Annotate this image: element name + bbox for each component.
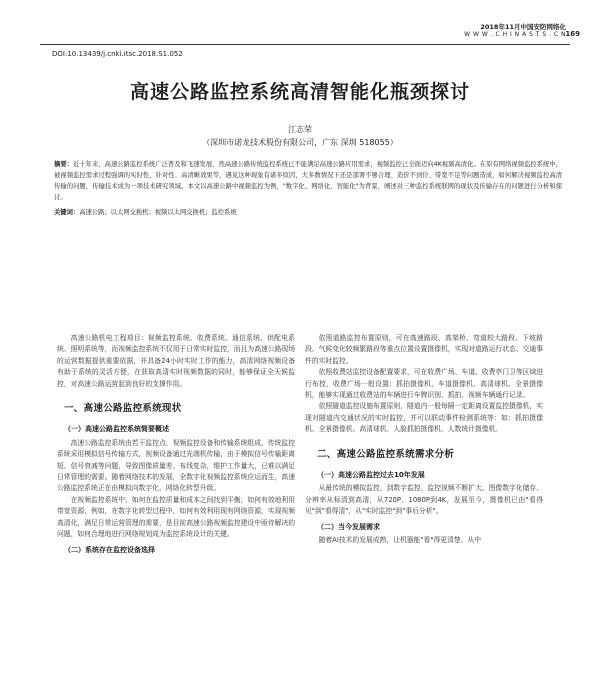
page-number: 169 — [565, 30, 580, 38]
journal-website: W W W . C H I N A S T S . C N — [464, 31, 566, 38]
section-heading: 一、高速公路监控系统现状 — [64, 403, 182, 415]
left-column — [57, 333, 295, 558]
author-name: 江志荣 — [288, 125, 312, 134]
body-paragraph: 高速公路监控系统由若干监控点、视频监控设备和传输系统组成，传统监控系统采用模拟信号传输方式，视频设备通过光端机传输，由于模拟信号传输距离短、信号衰减等问题，导致图像质量差、布线复杂，维护工作量大，已难以满足日常管理的需要。随着网络技术的发展，全数字化视频监控系统应运而生，高速公路监控系统正在由模拟向数字化、网络化转型升级。 — [57, 438, 295, 493]
header-divider — [40, 44, 570, 45]
author-affiliation: （深圳市诺龙技术股份有限公司，广东 深圳 518055） — [202, 138, 398, 147]
section-heading: 二、高速公路监控系统需求分析 — [317, 448, 455, 460]
paper-title: 高速公路监控系统高清智能化瓶颈探讨 — [129, 81, 470, 103]
running-header — [464, 24, 566, 38]
keywords — [54, 208, 562, 218]
abstract-label: 摘要： — [54, 161, 73, 168]
body-paragraph: 依照隧道监控设施布置原则，隧道内一般每隔一定距离设置监控摄像机，实现对隧道内交通状况的实时监控，并可以联动事件检测系统等：如：抓拍摄像机、全景摄像机、高清球机、人脸抓拍摄像机、人数统计摄像机。 — [305, 402, 543, 434]
subsection-heading: （二）系统存在监控设备选择 — [64, 545, 155, 554]
body-paragraph: 依照道路监控布置原则，可在高速路段、高架桥、弯道较大路段、下坡路段、气候变化较频繁路段等重点位置设置摄像机，实现对道路运行状态、交通事件的实时监控。 — [305, 334, 543, 365]
body-paragraph: 随着AI技术的发展成熟，让机器能"看"得更清楚、从中 — [318, 536, 482, 545]
body-paragraph: 从最传统的模拟监控，到数字监控、监控视频不断扩大、图像数字化储存、分辨率从标清到高清，从720P、1080P到4K，发展至今，摄像机已由"看得见"到"看得清"，从"实时监控"到"事后分析"。 — [305, 484, 543, 516]
abstract — [54, 159, 562, 203]
subsection-heading: （一）高速公路监控系统简要概述 — [64, 425, 169, 434]
subsection-heading: （一）高速公路监控过去10年发展 — [317, 471, 425, 480]
intro-paragraph: 高速公路机电工程项目：视频监控系统、收费系统、通信系统、供配电系统、照明系统等，而视频监控系统不仅用于日常实时监控，而且为高速公路现场的运营数据提供重要依据，并具备24小时实时工作的能力，高清网络视频设备有助于系统的灵活方便，在获取高清实时视频数据的同时，能够保证全天候监控，对高速公路运营起到良好的支撑作用。 — [57, 334, 295, 388]
body-paragraph: 依照收费站监控设备配置要求，可在收费广场、车道、收费亭门卫等区域进行布控，收费广场一般设置：抓拍摄像机、车道摄像机、高清球机、全景摄像机，能够实现通过收费站的车辆进行车牌识别、抓拍、视频车辆通行记录。 — [305, 368, 543, 400]
abstract-text: 近十年来，高速公路监控系统广泛普及和飞速发展，然高速公路传统监控系统已不能满足高速公路应用需求，视频监控已全面迈向4K视频高清化。在原有网络视频监控系统中，被视频监控需求过程强调的实时性、针对性、高清晰效果等，遇见这种现象有诸多原因，大多数情况下还是部署不够合理、造价不到位、带宽不足等问题造成，如何解决视频监控高清传输的问题，传输技术成为一项技术研究领域。本文以高速公路中视频监控为例，"数字化、网络化、智能化"为背景，阐述对三种监控系统联网的现状及传输存在的问题进行分析和探讨。 — [54, 161, 562, 201]
subsection-heading: （二）当今发展需求 — [317, 522, 380, 531]
doi: DOI:10.13439/j.cnki.itsc.2018.S1.052 — [52, 50, 183, 58]
body-paragraph: 在视频监控系统中，如何在监控质量和成本之间找到平衡，如何有效地利用带宽资源，例如，在数字化转型过程中，如何有效利用现有网络资源，实现视频高清化，满足日常运营管理的需要，是目前高速公路视频监控建设中亟待解决的问题，如何合理地进行网络规划成为监控系统设计的关键。 — [57, 495, 295, 539]
journal-name: 2018年11月中国安防网络化 — [480, 23, 566, 31]
right-column — [305, 333, 543, 547]
keywords-text: 高速公路；以太网交换机；视频以太网交换机；监控系统 — [79, 209, 237, 216]
keywords-label: 关键词： — [54, 209, 80, 216]
